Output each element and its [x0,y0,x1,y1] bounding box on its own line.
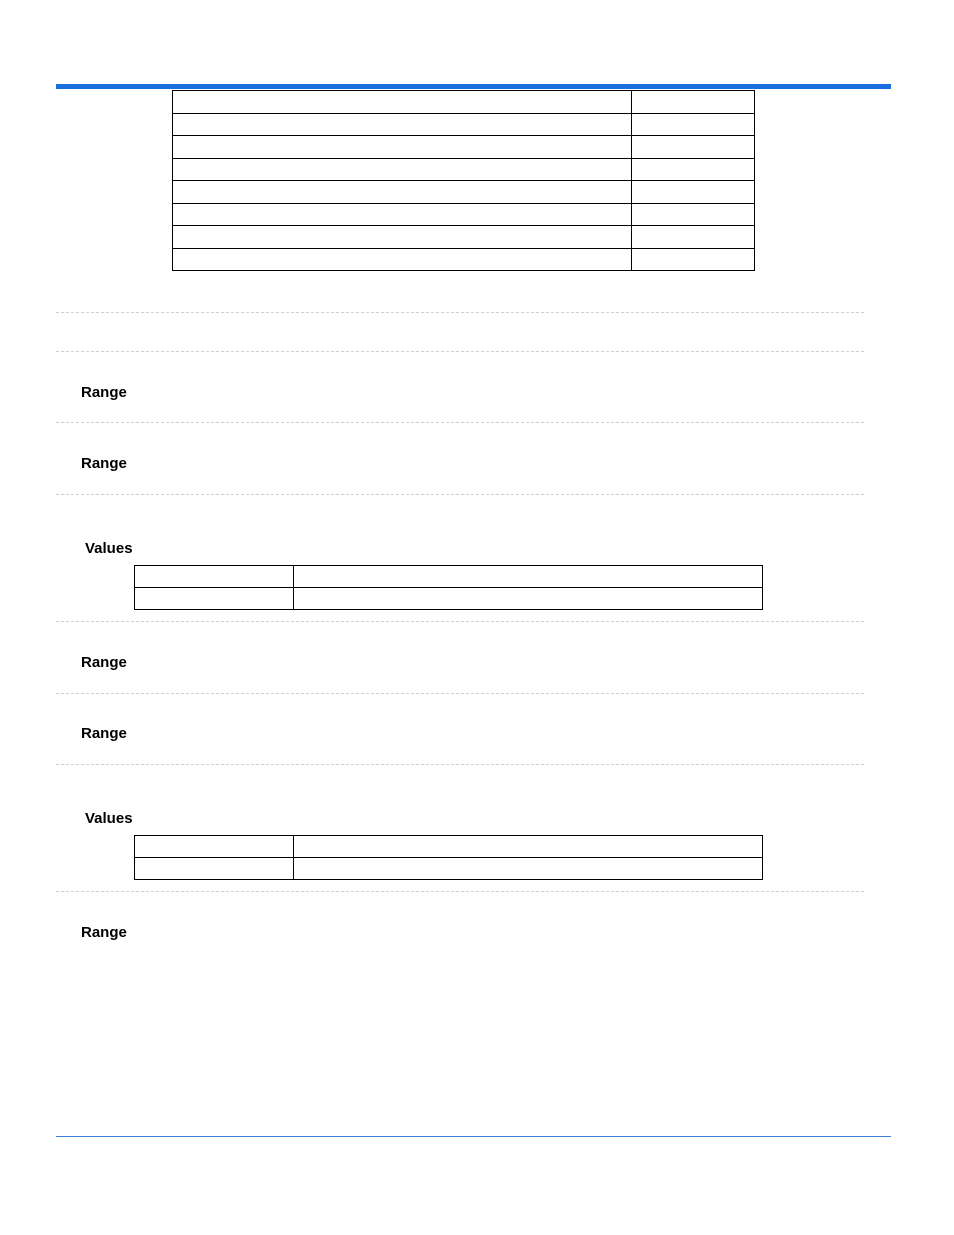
table-row [135,858,763,880]
table-cell [294,836,763,858]
range-label: Range [81,924,127,941]
table-cell [631,226,754,249]
table-cell [631,181,754,204]
range-label: Range [81,654,127,671]
table-cell [173,181,632,204]
table-cell [294,588,763,610]
table-cell [173,113,632,136]
section-separator [56,621,864,622]
table-row [173,158,755,181]
table-row [135,588,763,610]
table-cell [173,226,632,249]
table-cell [631,158,754,181]
range-label: Range [81,384,127,401]
header-rule [56,84,891,89]
table-cell [173,91,632,114]
table-row [173,91,755,114]
table-row [173,203,755,226]
table-cell [631,203,754,226]
table-cell [173,136,632,159]
table-row [135,566,763,588]
table-cell [631,113,754,136]
table-row [173,181,755,204]
table-cell [173,203,632,226]
section-separator [56,422,864,423]
table-cell [135,588,294,610]
values-table [134,565,763,610]
table-cell [135,858,294,880]
section-separator [56,764,864,765]
values-label: Values [85,540,133,557]
table-cell [135,836,294,858]
section-separator [56,312,864,313]
table-cell [631,91,754,114]
table-row [173,226,755,249]
section-separator [56,494,864,495]
table-row [135,836,763,858]
table-cell [631,136,754,159]
table-row [173,136,755,159]
footer-rule [56,1136,891,1137]
range-label: Range [81,455,127,472]
values-table [134,835,763,880]
table-cell [294,566,763,588]
table-cell [173,158,632,181]
table-row [173,248,755,271]
table-row [173,113,755,136]
table-cell [135,566,294,588]
section-separator [56,351,864,352]
section-separator [56,891,864,892]
values-label: Values [85,810,133,827]
top-table [172,90,755,271]
table-cell [173,248,632,271]
range-label: Range [81,725,127,742]
table-cell [294,858,763,880]
section-separator [56,693,864,694]
table-cell [631,248,754,271]
